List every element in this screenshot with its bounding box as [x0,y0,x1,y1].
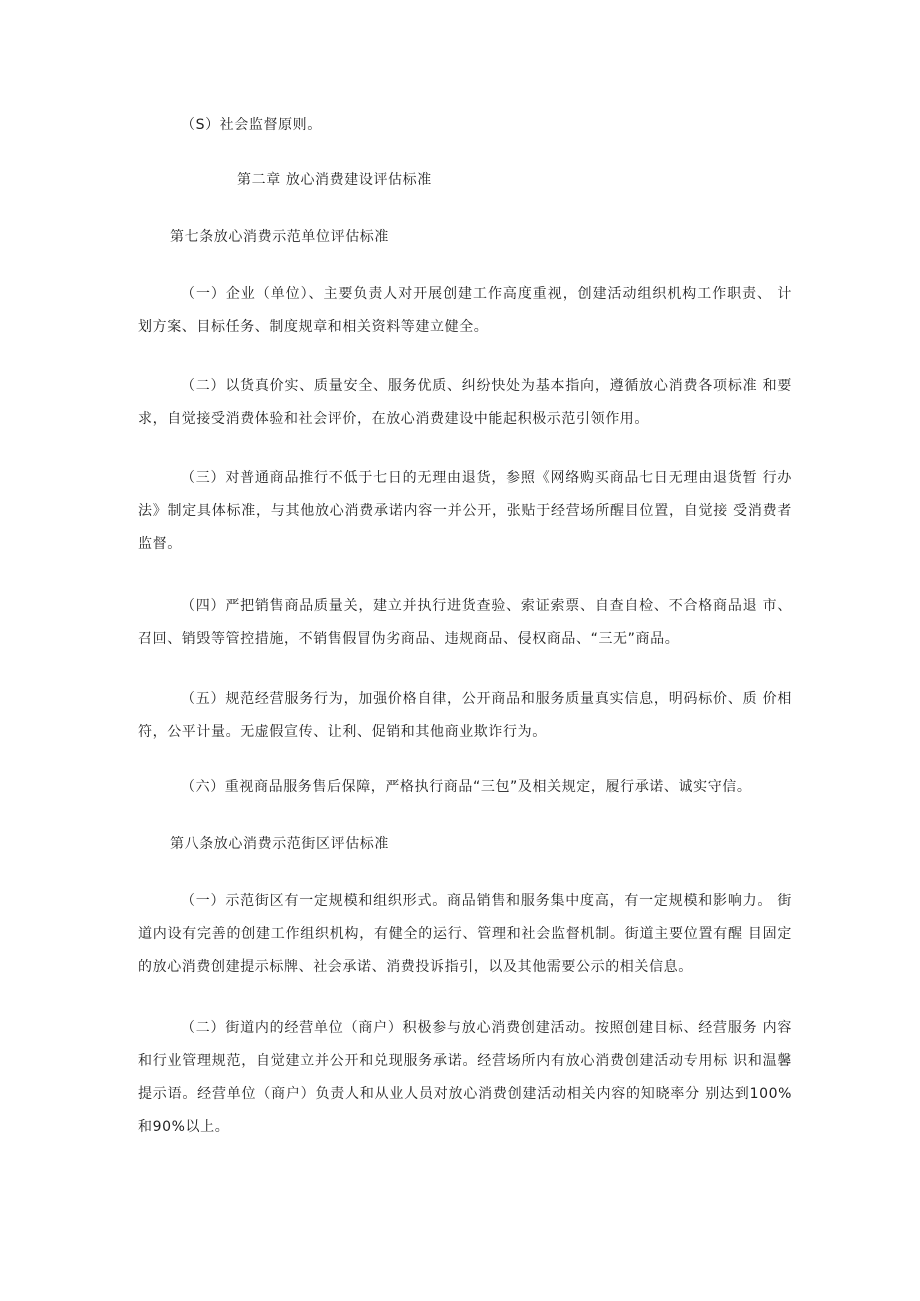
chapter-title: 第二章 放心消费建设评估标准 [237,172,432,188]
article8-item-1: （一）示范街区有一定规模和组织形式。商品销售和服务集中度高，有一定规模和影响力。 街道内设有完善的创建工作组织机构，有健全的运行、管理和社会监督机制。街道主要位置有醒 目固定的放心消费创建提示标牌、社会承诺、消费投诉指引，以及其他需要公示的相关信息。 [138,893,792,975]
article8-heading: 第八条放心消费示范街区评估标准 [170,836,389,852]
article7-item-1: （一）企业（单位）、主要负责人对开展创建工作高度重视，创建活动组织机构工作职责、 计划方案、目标任务、制度规章和相关资料等建立健全。 [138,286,792,335]
principle-s-line: （S）社会监督原则。 [181,117,322,133]
article7-item-3: （三）对普通商品推行不低于七日的无理由退货，参照《网络购买商品七日无理由退货暂 行办法》制定具体标准，与其他放心消费承诺内容一并公开，张贴于经营场所醒目位置，自觉接 受消费者监督。 [138,470,792,552]
article7-heading: 第七条放心消费示范单位评估标准 [170,229,389,245]
article7-item-5: （五）规范经营服务行为，加强价格自律，公开商品和服务质量真实信息，明码标价、质 价相符，公平计量。无虚假宣传、让利、促销和其他商业欺诈行为。 [138,691,792,740]
article7-item-6: （六）重视商品服务售后保障，严格执行商品“三包”及相关规定，履行承诺、诚实守信。 [181,779,752,795]
article7-item-4: （四）严把销售商品质量关，建立并执行进货查验、索证索票、自查自检、不合格商品退 市、召回、销毁等管控措施，不销售假冒伪劣商品、违规商品、侵权商品、“三无”商品。 [138,598,792,647]
article7-item-2: （二）以货真价实、质量安全、服务优质、纠纷快处为基本指向，遵循放心消费各项标准 和要求，自觉接受消费体验和社会评价，在放心消费建设中能起积极示范引领作用。 [138,378,792,427]
article8-item-2: （二）街道内的经营单位（商户）积极参与放心消费创建活动。按照创建目标、经营服务 内容和行业管理规范，自觉建立并公开和兑现服务承诺。经营场所内有放心消费创建活动专用标 识和温馨提示语。经营单位（商户）负责人和从业人员对放心消费创建活动相关内容的知晓率分 别达到100%和90%以上。 [138,1020,792,1135]
